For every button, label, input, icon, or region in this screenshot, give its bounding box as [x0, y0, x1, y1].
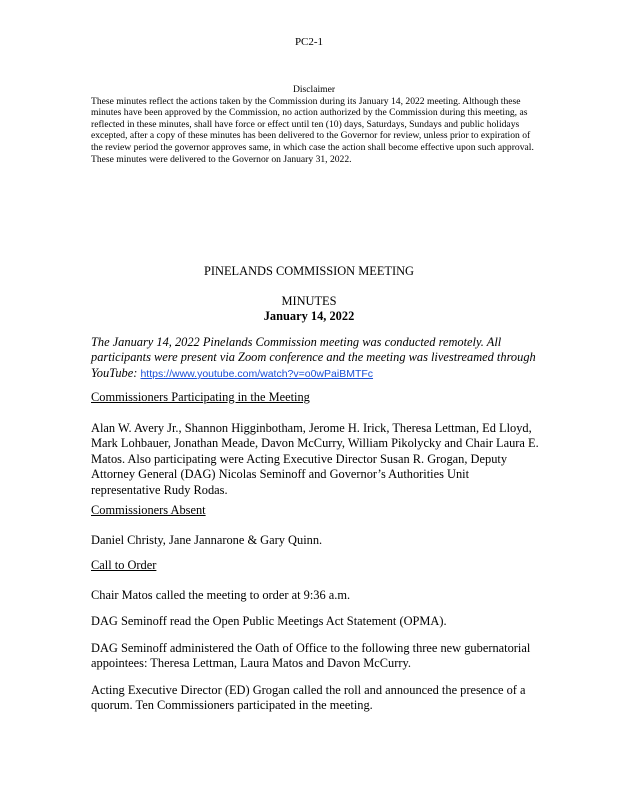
call-to-order-heading: Call to Order: [91, 558, 157, 572]
youtube-link[interactable]: https://www.youtube.com/watch?v=o0wPaiBMTFc: [140, 367, 374, 380]
call-paragraph-1: Chair Matos called the meeting to order at 9:36 a.m.: [91, 588, 351, 602]
page-number: PC2-1: [294, 36, 324, 48]
meeting-date: January 14, 2022: [263, 309, 355, 323]
minutes-label: MINUTES: [281, 294, 337, 308]
participating-text: Alan W. Avery Jr., Shannon Higginbotham, Jerome H. Irick, Theresa Lettman, Ed Lloyd, Mark Lohbauer, Jonathan Meade, Davon McCurry, William Pikolycky and Chair Laura E. Matos. Also participating were Acting Executive Director Susan R. Grogan, Deputy Attorney General (DAG) Nicolas Seminoff and Governor’s Authorities Unit representative Rudy Rodas.: [91, 421, 539, 497]
call-paragraph-2: DAG Seminoff read the Open Public Meetings Act Statement (OPMA).: [91, 614, 447, 628]
participating-heading: Commissioners Participating in the Meeting: [91, 390, 310, 404]
intro-text: The January 14, 2022 Pinelands Commission meeting was conducted remotely. All participants were present via Zoom conference and the meeting was livestreamed through YouTube:: [91, 335, 536, 380]
absent-heading: Commissioners Absent: [91, 503, 206, 517]
absent-text: Daniel Christy, Jane Jannarone & Gary Quinn.: [91, 533, 323, 547]
call-paragraph-3: DAG Seminoff administered the Oath of Office to the following three new gubernatorial appointees: Theresa Lettman, Laura Matos and Davon McCurry.: [91, 641, 531, 671]
disclaimer-block: [91, 84, 537, 165]
call-paragraph-4: Acting Executive Director (ED) Grogan called the roll and announced the presence of a quorum. Ten Commissioners participated in the meeting.: [91, 683, 526, 713]
disclaimer-title: Disclaimer: [292, 84, 336, 95]
disclaimer-text: These minutes reflect the actions taken by the Commission during its January 14, 2022 meeting. Although these minutes have been approved by the Commission, no action authorized by the Commission during this meeting, as reflected in these minutes, shall have force or effect until ten (10) days, Saturdays, Sundays and public holidays excepted, after a copy of these minutes has been delivered to the Governor for review, unless prior to expiration of the review period the governor approves same, in which case the action shall become effective upon such approval. These minutes were delivered to the Governor on January 31, 2022.: [91, 95, 534, 165]
meeting-title: PINELANDS COMMISSION MEETING: [204, 264, 414, 278]
intro-paragraph: [91, 335, 541, 382]
